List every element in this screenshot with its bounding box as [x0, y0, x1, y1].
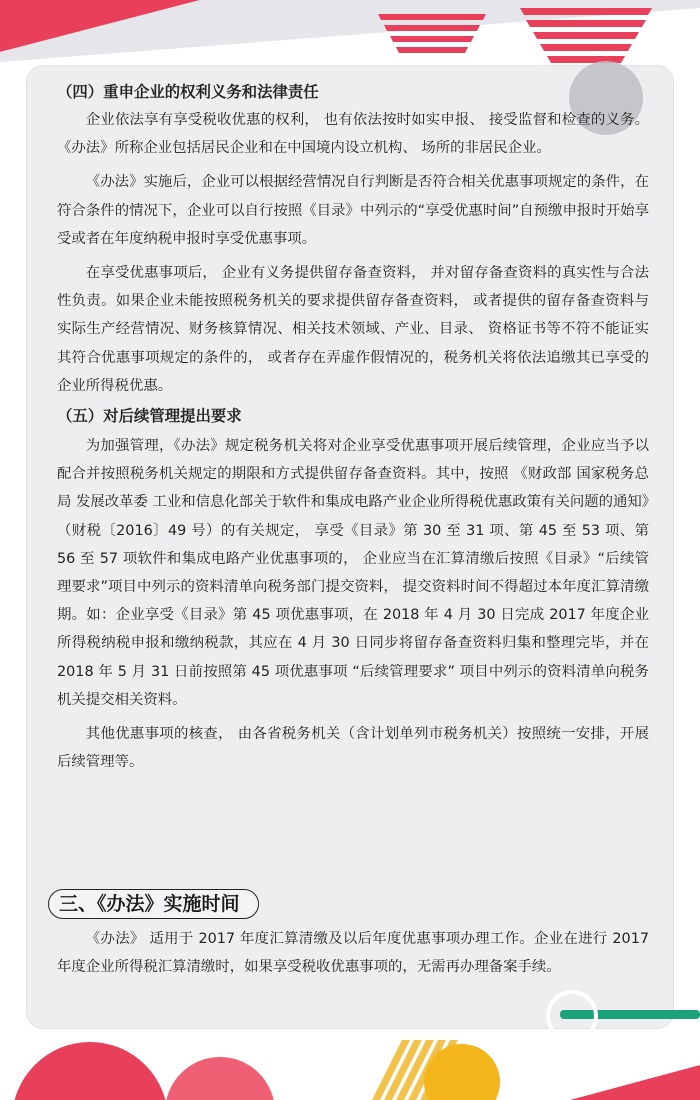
section-three-content [57, 925, 649, 981]
section-four-paragraph-2: 《办法》实施后，企业可以根据经营情况自行判断是否符合相关优惠事项规定的条件，在符合条件的情况下，企业可以自行按照《目录》中列示的“享受优惠时间”自预缴申报时开始享受或者在年度纳税申报时享受优惠事项。 [57, 174, 649, 247]
section-three-heading: 三、《办法》实施时间 [48, 889, 259, 919]
section-five-heading: （五）对后续管理提出要求 [57, 407, 242, 426]
section-three-paragraph: 《办法》 适用于 2017 年度汇算清缴及以后年度优惠事项办理工作。企业在进行 2017 年度企业所得税汇算清缴时，如果享受税收优惠事项的，无需再办理备案手续。 [57, 931, 649, 976]
section-four-paragraph-1: 企业依法享有享受税收优惠的权利， 也有依法按时如实申报、 接受监督和检查的义务。《办法》所称企业包括居民企业和在中国境内设立机构、 场所的非居民企业。 [57, 112, 649, 157]
bottom-decoration [0, 1020, 700, 1100]
section-five-paragraph-1: 为加强管理，《办法》规定税务机关将对企业享受优惠事项开展后续管理，企业应当予以配合并按照税务机关规定的期限和方式提供留存备查资料。其中，按照 《财政部 国家税务总局 发展改革委 工业和信息化部关于软件和集成电路产业企业所得税优惠政策有关问题的通知》（财税〔2016〕49 号）的有关规定， 享受《目录》第 30 至 31 项、第 45 至 53 项、第 56 至 57 项软件和集成电路产业优惠事项的， 企业应当在汇算清缴后按照《目录》“后续管理要求”项目中列示的资料清单向税务部门提交资料， 提交资料时间不得超过本年度汇算清缴期。如：企业享受《目录》第 45 项优惠事项，在 2018 年 4 月 30 日完成 2017 年度企业所得税纳税申报和缴纳税款，其应在 4 月 30 日同步将留存备查资料归集和整理完毕，并在 2018 年 5 月 31 日前按照第 45 项优惠事项 “后续管理要求” 项目中列示的资料清单向税务机关提交相关资料。 [57, 438, 649, 708]
main-content [57, 78, 649, 782]
section-four-paragraph-3: 在享受优惠事项后， 企业有义务提供留存备查资料， 并对留存备查资料的真实性与合法性负责。如果企业未能按照税务机关的要求提供留存备查资料， 或者提供的留存备查资料与实际生产经营情况、财务核算情况、相关技术领域、产业、目录、 资格证书等不符不能证实其符合优惠事项规定的条件的， 或者存在弄虚作假情况的，税务机关将依法追缴其已享受的企业所得税优惠。 [57, 265, 649, 394]
section-four-heading: （四）重申企业的权利义务和法律责任 [57, 83, 319, 101]
bottom-right-red-triangle [570, 1065, 700, 1100]
bottom-red-circle-2 [165, 1057, 275, 1100]
section-three-title [48, 889, 259, 919]
section-five-paragraph-2: 其他优惠事项的核查， 由各省税务机关（含计划单列市税务机关）按照统一安排，开展后续管理等。 [57, 726, 649, 771]
bottom-red-circle [12, 1042, 168, 1100]
